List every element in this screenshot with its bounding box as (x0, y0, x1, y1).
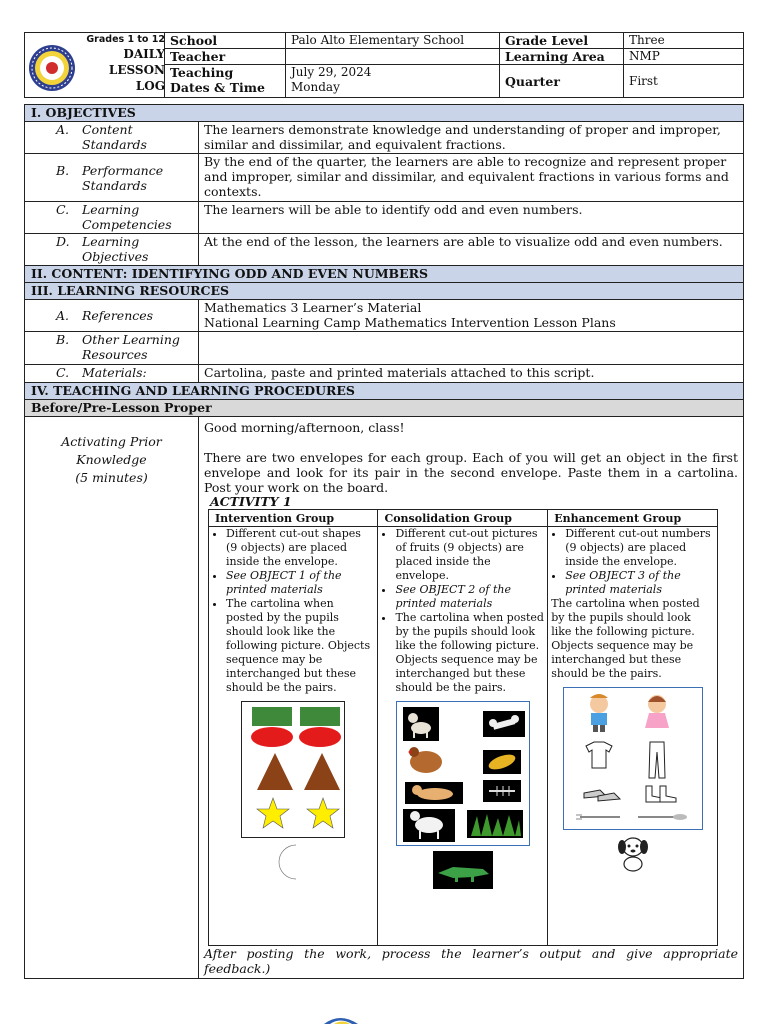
boy-icon (590, 694, 608, 732)
content-standards-text: The learners demonstrate knowledge and understanding of proper and improper, similar and dissimilar, and equivalent fractions. (199, 122, 744, 154)
lesson-log-sheet (24, 32, 744, 979)
dll-title: DAILY LESSON LOG (108, 47, 165, 93)
intervention-group-cell: • Different cut-out shapes (9 objects) are placed inside the envelope. • See OBJECT 1 of the printed materials • The cartolina when posted by the pupils should look like the following picture. Objects sequence may be interchanged but these should be the pairs. (209, 527, 378, 946)
shapes-pairs-picture (242, 702, 344, 837)
instructions-text: There are two envelopes for each group. Each of you will get an object in the first envelope and look for its pair in the second envelope. Paste them in a cartolina. Post your work on the board. (204, 450, 738, 495)
school-value: Palo Alto Elementary School (286, 33, 500, 49)
enhancement-group-cell: • Different cut-out numbers (9 objects) are placed inside the envelope. • See OBJECT 3 of the printed materials The cartolina when posted by the pupils should look like the following picture. Objects sequence may be interchanged but these should be the pairs. (548, 527, 718, 946)
clothes-cartolina (563, 687, 703, 830)
animals-pairs-picture (397, 702, 529, 845)
pre-lesson-heading: Before/Pre-Lesson Proper (25, 400, 744, 417)
activity-cell (199, 417, 744, 979)
red-oval-right (299, 727, 341, 747)
green-rectangle-right (300, 707, 340, 726)
content-heading: II. CONTENT: IDENTIFYING ODD AND EVEN NUMBERS (25, 266, 744, 283)
shirt-icon (586, 742, 612, 768)
content-standards-label: A. Content Standards (25, 122, 199, 154)
other-resources-text (199, 332, 744, 365)
dates-label: Teaching Dates & Time (165, 65, 286, 98)
pants-icon (649, 742, 665, 778)
learning-objectives-label: D. Learning Objectives (25, 234, 199, 266)
girl-icon (645, 695, 669, 728)
green-rectangle-left (252, 707, 292, 726)
yellow-star-left (257, 798, 289, 828)
learning-area-value: NMP (624, 49, 744, 65)
learning-objectives-text: At the end of the lesson, the learners are able to visualize odd and even numbers. (199, 234, 744, 266)
grade-level-label: Grade Level (500, 33, 624, 49)
grades-range: Grades 1 to 12 (86, 34, 165, 45)
enhancement-note: The cartolina when posted by the pupils should look like the following picture. Objects sequence may be interchanged but these should be the pairs. (551, 597, 700, 680)
spoon-icon (638, 814, 687, 820)
red-oval-left (251, 727, 293, 747)
clothes-pairs-picture (564, 688, 702, 829)
activating-prior-knowledge-label: Activating Prior Knowledge (5 minutes) (25, 417, 199, 979)
brown-triangle-right (304, 753, 340, 790)
references-label: A. References (25, 300, 199, 332)
other-resources-label: B. Other Learning Resources (25, 332, 199, 365)
fork-icon (576, 815, 620, 819)
enhancement-group-header: Enhancement Group (548, 510, 718, 527)
school-label: School (165, 33, 286, 49)
materials-text: Cartolina, paste and printed materials attached to this script. (199, 365, 744, 383)
activity-groups-table (208, 509, 718, 946)
resources-heading: III. LEARNING RESOURCES (25, 283, 744, 300)
greeting-text: Good morning/afternoon, class! (204, 420, 405, 435)
yellow-star-right (307, 798, 339, 828)
main-table (24, 104, 744, 979)
crescent-moon-icon (278, 842, 308, 882)
procedures-heading: IV. TEACHING AND LEARNING PROCEDURES (25, 383, 744, 400)
closing-instruction: After posting the work, process the learner’s output and give appropriate feedback.) (204, 946, 738, 976)
quarter-value: First (624, 65, 744, 98)
header-table (24, 32, 744, 98)
animals-cartolina (396, 701, 530, 846)
shapes-cartolina (241, 701, 345, 838)
deped-seal-icon (27, 43, 77, 93)
quarter-label: Quarter (500, 65, 624, 98)
footer-logo-fragment-icon (322, 1014, 362, 1026)
logo-cell (25, 33, 165, 98)
performance-standards-text: By the end of the quarter, the learners are able to recognize and represent proper and improper, similar and dissimilar, and equivalent fractions in various forms and contexts. (199, 154, 744, 202)
teacher-label: Teacher (165, 49, 286, 65)
objectives-heading: I. OBJECTIVES (25, 105, 744, 122)
learning-competencies-label: C. Learning Competencies (25, 202, 199, 234)
date-value: July 29, 2024 Monday (286, 65, 500, 98)
learning-area-label: Learning Area (500, 49, 624, 65)
learning-competencies-text: The learners will be able to identify odd and even numbers. (199, 202, 744, 234)
intervention-group-header: Intervention Group (209, 510, 378, 527)
crocodile-icon (433, 851, 493, 889)
performance-standards-label: B. Performance Standards (25, 154, 199, 202)
grade-level-value: Three (624, 33, 744, 49)
consolidation-group-header: Consolidation Group (378, 510, 548, 527)
consolidation-group-cell: • Different cut-out pictures of fruits (9 objects) are placed inside the envelope. • See OBJECT 2 of the printed materials • The cartolina when posted by the pupils should look like the following picture. Objects sequence may be interchanged but these should be the pairs. (378, 527, 548, 946)
socks-icon (646, 786, 676, 802)
brown-triangle-left (257, 753, 293, 790)
materials-label: C. Materials: (25, 365, 199, 383)
activity-title: ACTIVITY 1 (210, 494, 292, 509)
references-text: Mathematics 3 Learner’s Material National Learning Camp Mathematics Intervention Lesson Plans (199, 300, 744, 332)
puppy-icon (616, 833, 650, 873)
teacher-value (286, 49, 500, 65)
shoes-icon (584, 790, 620, 801)
